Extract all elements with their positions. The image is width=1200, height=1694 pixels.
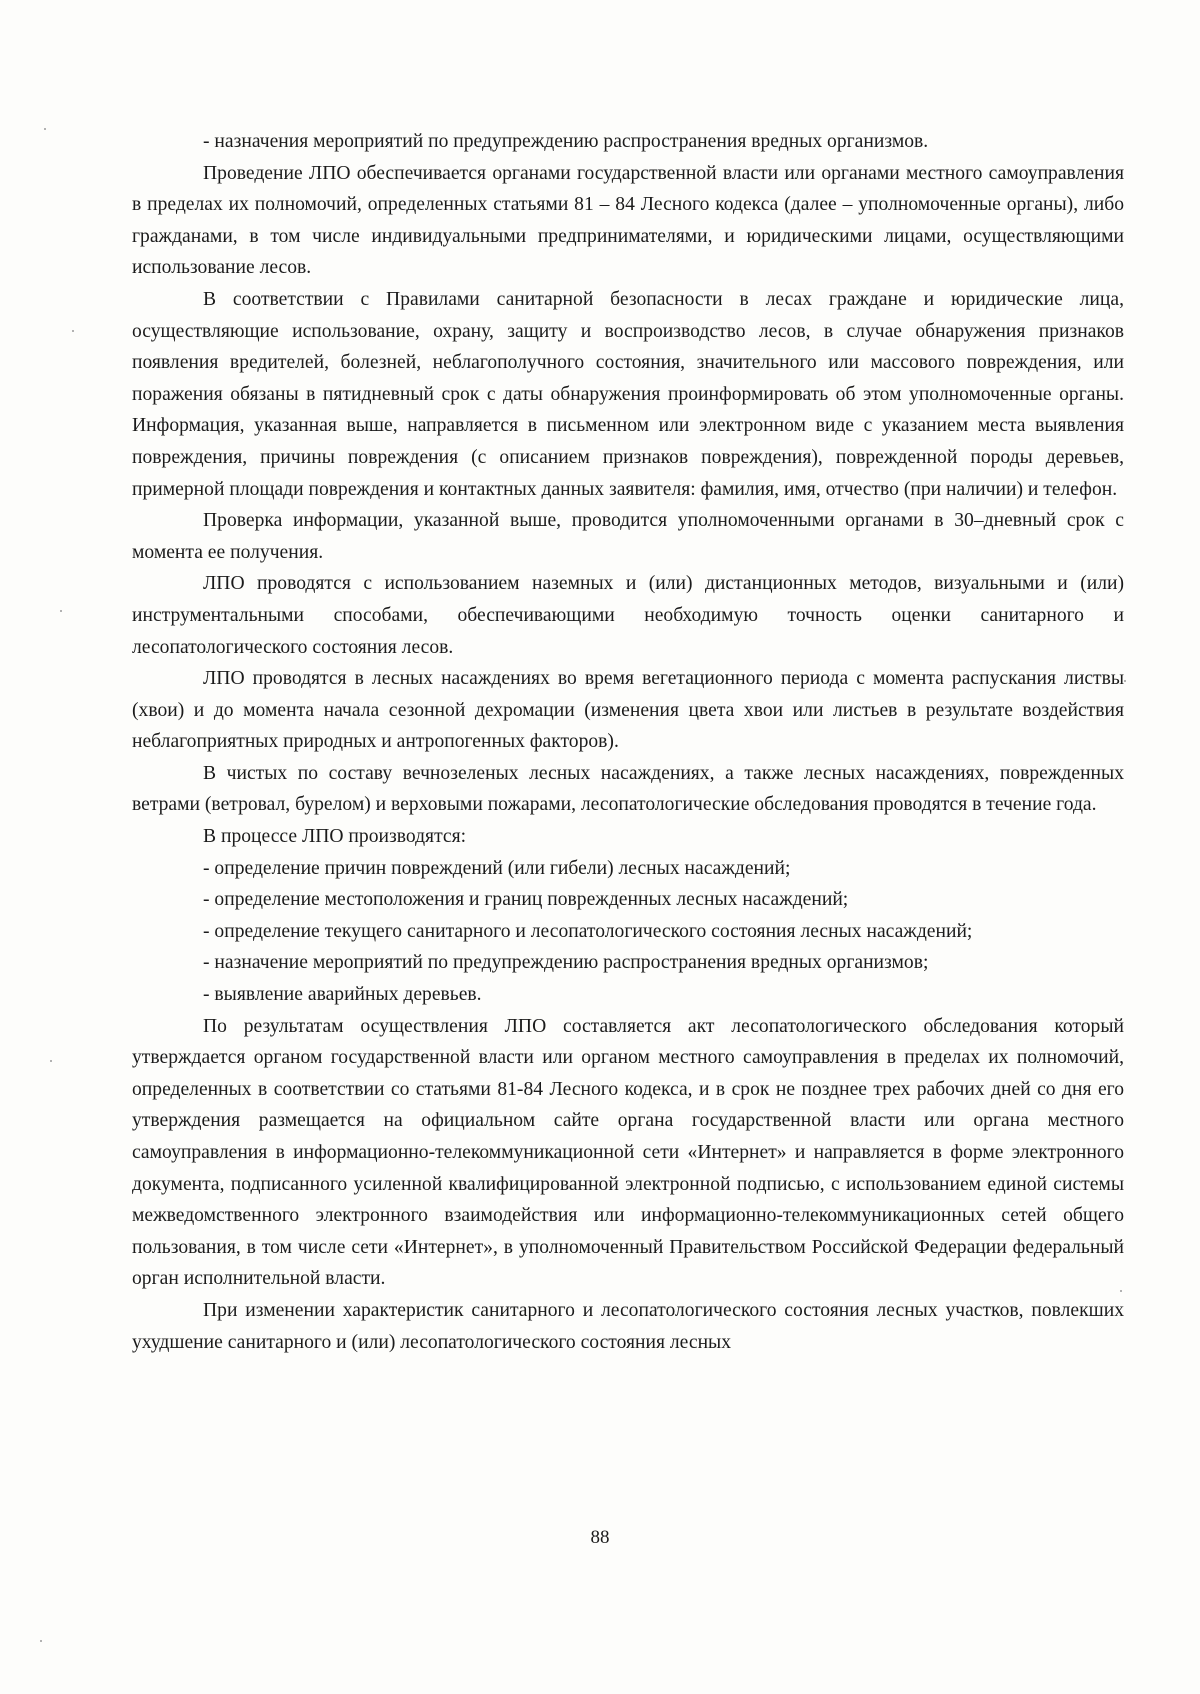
paragraph-6: В чистых по составу вечнозеленых лесных насаждениях, а также лесных насаждениях, поврежденных ветрами (ветровал, бурелом) и верховыми пожарами, лесопатологические обследования проводятся в течение года. (132, 762, 1124, 816)
scan-speck (50, 1060, 52, 1062)
paragraph-7: В процессе ЛПО производятся: (203, 826, 467, 848)
paragraph-14: При изменении характеристик санитарного и лесопатологического состояния лесных участков, повлекших ухудшение санитарного и (или) лесопатологического состояния лесных (132, 1299, 1124, 1353)
document-body (132, 126, 1124, 1358)
paragraph-4: ЛПО проводятся с использованием наземных и (или) дистанционных методов, визуальными и (или) инструментальными способами, обеспечивающими необходимую точность оценки санитарного и лесопатологического состояния лесов. (132, 573, 1124, 658)
page-number: 88 (590, 1527, 610, 1548)
list-item: - выявление аварийных деревьев. (203, 984, 482, 1006)
scan-speck (1120, 1290, 1122, 1292)
paragraph-2: В соответствии с Правилами санитарной безопасности в лесах граждане и юридические лица, осуществляющие использование, охрану, защиту и воспроизводство лесов, в случае обнаружения признаков появления вредителей, болезней, неблагополучного состояния, значительного или массового повреждения, или поражения обязаны в пятидневный срок с даты обнаружения проинформировать об этом уполномоченные органы. Информация, указанная выше, направляется в письменном или электронном виде с указанием места выявления повреждения, причины повреждения (с описанием признаков повреждения), поврежденной породы деревьев, примерной площади повреждения и контактных данных заявителя: фамилия, имя, отчество (при наличии) и телефон. (132, 288, 1124, 500)
paragraph-bullet-intro: - назначения мероприятий по предупреждению распространения вредных организмов. (203, 131, 929, 152)
list-item: - определение местоположения и границ поврежденных лесных насаждений; (203, 889, 849, 911)
paragraph-13: По результатам осуществления ЛПО составляется акт лесопатологического обследования который утверждается органом государственной власти или органом местного самоуправления в пределах их полномочий, определенных в соответствии со статьями 81-84 Лесного кодекса, и в срок не позднее трех рабочих дней со дня его утверждения размещается на официальном сайте органа государственной власти или органа местного самоуправления в информационно-телекоммуникационной сети «Интернет» и направляется в форме электронного документа, подписанного усиленной квалифицированной электронной подписью, с использованием единой системы межведомственного электронного взаимодействия или информационно-телекоммуникационных сетей общего пользования, в том числе сети «Интернет», в уполномоченный Правительством Российской Федерации федеральный орган исполнительной власти. (132, 1015, 1124, 1290)
list-item: - определение текущего санитарного и лесопатологического состояния лесных насаждений; (203, 920, 973, 942)
scan-speck (1124, 680, 1126, 682)
paragraph-1: Проведение ЛПО обеспечивается органами государственной власти или органами местного самоуправления в пределах их полномочий, определенных статьями 81 – 84 Лесного кодекса (далее – уполномоченные органы), либо гражданами, в том числе индивидуальными предпринимателями, и юридическими лицами, осуществляющими использование лесов. (132, 162, 1124, 279)
paragraph-5: ЛПО проводятся в лесных насаждениях во время вегетационного периода с момента распускания листвы (хвои) и до момента начала сезонной дехромации (изменения цвета хвои или листьев в результате воздействия неблагоприятных природных и антропогенных факторов). (132, 668, 1124, 753)
list-item: - назначение мероприятий по предупреждению распространения вредных организмов; (203, 952, 929, 974)
paragraph-3: Проверка информации, указанной выше, проводится уполномоченными органами в 30–дневный срок с момента ее получения. (132, 510, 1124, 563)
scan-speck (72, 330, 74, 332)
scan-speck (40, 1640, 42, 1642)
list-item: - определение причин повреждений (или гибели) лесных насаждений; (203, 857, 791, 879)
scan-speck (60, 610, 62, 612)
scan-speck (44, 128, 46, 130)
